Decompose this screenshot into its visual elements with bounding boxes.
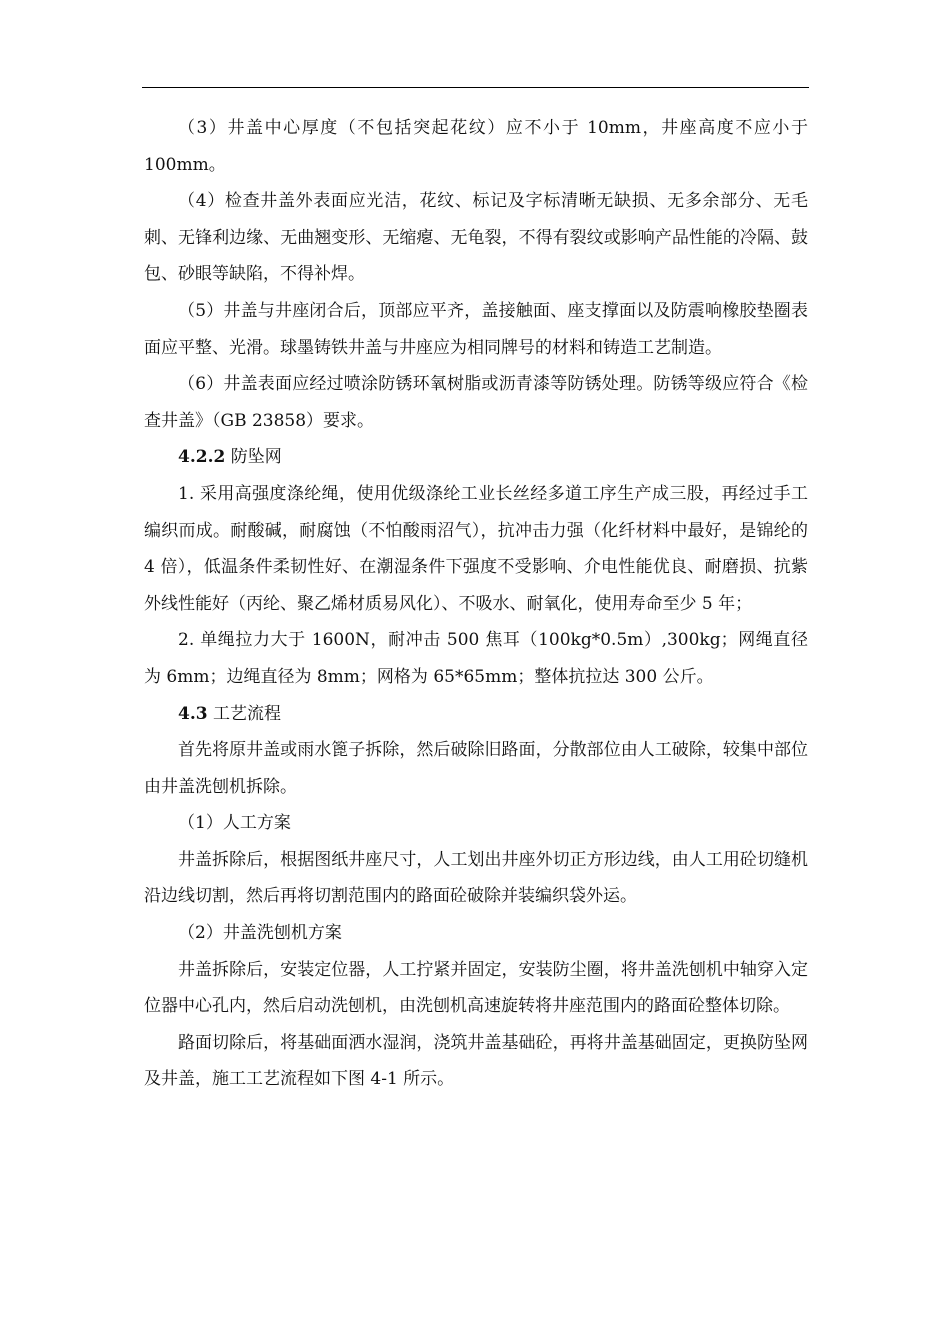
subheading-planer-plan: （2）井盖洗刨机方案	[178, 923, 342, 944]
document-body	[144, 110, 808, 1098]
paragraph-after-cutting: 路面切除后，将基础面洒水湿润，浇筑井盖基础砼，再将井盖基础固定，更换防坠网及井盖，施工工艺流程如下图 4-1 所示。	[144, 1032, 808, 1090]
paragraph-manual-plan: 井盖拆除后，根据图纸井座尺寸，人工划出井座外切正方形边线，由人工用砼切缝机沿边线切割，然后再将切割范围内的路面砼破除并装编织袋外运。	[144, 849, 808, 907]
section-heading-4-2-2	[144, 439, 808, 476]
paragraph-process-intro: 首先将原井盖或雨水篦子拆除，然后破除旧路面，分散部位由人工破除，较集中部位由井盖洗刨机拆除。	[144, 740, 808, 797]
section-number: 4.2.2	[178, 447, 226, 468]
subheading-manual-plan: （1）人工方案	[178, 813, 291, 834]
paragraph-net-material: 1. 采用高强度涤纶绳，使用优级涤纶工业长丝经多道工序生产成三股，再经过手工编织而成。耐酸碱，耐腐蚀（不怕酸雨沼气），抗冲击力强（化纤材料中最好，是锦纶的 4 倍），低温条件柔韧性好、在潮湿条件下强度不受影响、介电性能优良、耐磨损、抗紫外线性能好（丙纶、聚乙烯材质易风化）、不吸水、耐氧化，使用寿命至少 5 年；	[144, 483, 808, 614]
paragraph-anti-rust: （6）井盖表面应经过喷涂防锈环氧树脂或沥青漆等防锈处理。防锈等级应符合《检查井盖》（GB 23858）要求。	[144, 374, 808, 431]
paragraph-net-strength: 2. 单绳拉力大于 1600N，耐冲击 500 焦耳（100kg*0.5m）,300kg；网绳直径为 6mm；边绳直径为 8mm；网格为 65*65mm；整体抗拉达 300 公斤。	[144, 630, 808, 687]
section-number: 4.3	[178, 703, 208, 724]
header-rule	[142, 87, 809, 88]
section-title: 工艺流程	[207, 703, 281, 724]
section-title: 防坠网	[225, 447, 282, 468]
section-heading-4-3	[144, 696, 808, 733]
paragraph-well-cover-thickness: （3）井盖中心厚度（不包括突起花纹）应不小于 10mm，井座高度不应小于 100mm。	[144, 118, 808, 175]
paragraph-surface-inspection: （4）检查井盖外表面应光洁，花纹、标记及字标清晰无缺损、无多余部分、无毛刺、无锋利边缘、无曲翘变形、无缩瘪、无龟裂，不得有裂纹或影响产品性能的冷隔、鼓包、砂眼等缺陷，不得补焊。	[144, 191, 808, 285]
paragraph-planer-plan: 井盖拆除后，安装定位器，人工拧紧并固定，安装防尘圈，将井盖洗刨机中轴穿入定位器中心孔内，然后启动洗刨机，由洗刨机高速旋转将井座范围内的路面砼整体切除。	[144, 959, 808, 1017]
paragraph-closure-flatness: （5）井盖与井座闭合后，顶部应平齐，盖接触面、座支撑面以及防震响橡胶垫圈表面应平整、光滑。球墨铸铁井盖与井座应为相同牌号的材料和铸造工艺制造。	[144, 300, 808, 358]
